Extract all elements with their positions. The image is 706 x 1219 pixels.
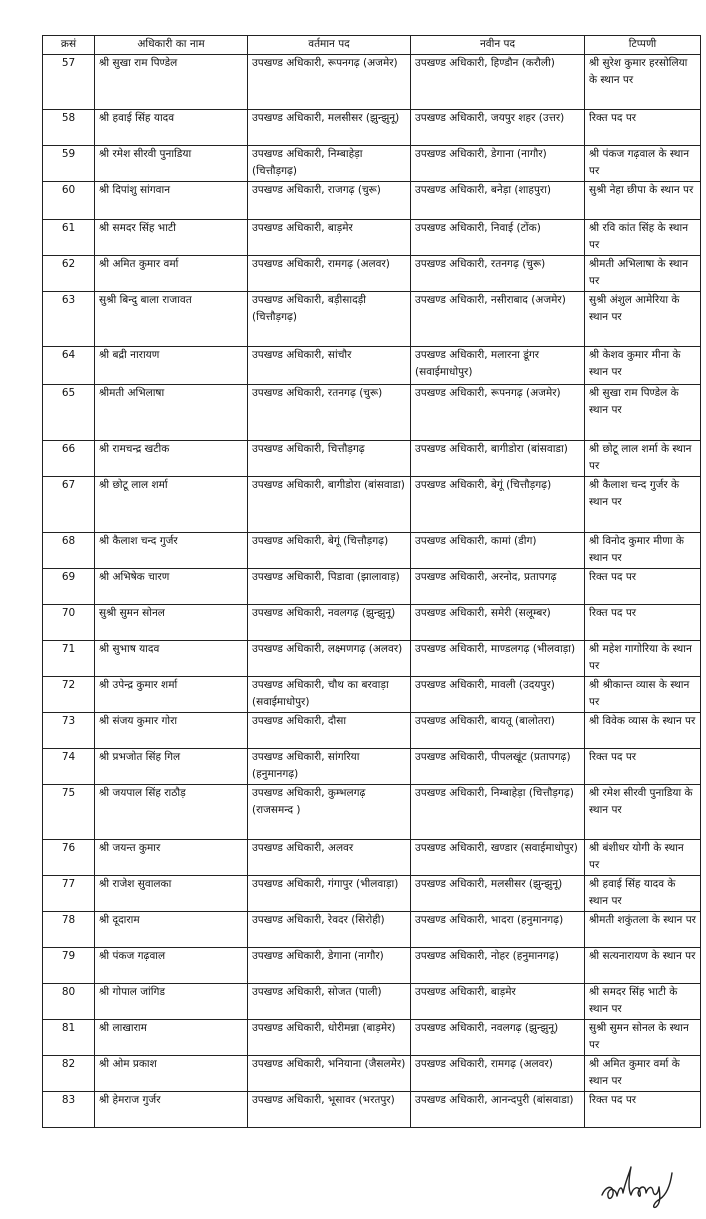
current-post-cell: उपखण्ड अधिकारी, चित्तौड़गढ़ [248, 441, 411, 477]
table-row [43, 785, 701, 840]
new-post-cell: उपखण्ड अधिकारी, मलारना डूंगर (सवाईमाधोपुर) [411, 347, 585, 385]
remark-cell: श्री रमेश सीरवी पुनाडिया के स्थान पर [585, 785, 701, 840]
new-post-cell: उपखण्ड अधिकारी, नसीराबाद (अजमेर) [411, 292, 585, 347]
remark-cell: रिक्त पद पर [585, 110, 701, 146]
serial-cell: 74 [43, 749, 95, 785]
table-row [43, 55, 701, 110]
new-post-cell: उपखण्ड अधिकारी, निवाई (टोंक) [411, 220, 585, 256]
table-header-row [43, 36, 701, 55]
officer-name-cell: श्री गोपाल जांगिड [95, 984, 248, 1020]
current-post-cell: उपखण्ड अधिकारी, चौथ का बरवाड़ा (सवाईमाधोपुर) [248, 677, 411, 713]
header-remark: टिप्पणी [585, 36, 701, 55]
officer-name-cell: श्री अभिषेक चारण [95, 569, 248, 605]
officer-name-cell: श्री दिपांशु सांगवान [95, 182, 248, 220]
remark-cell: श्री विवेक व्यास के स्थान पर [585, 713, 701, 749]
remark-cell: सुश्री अंशुल आमेरिया के स्थान पर [585, 292, 701, 347]
serial-cell: 66 [43, 441, 95, 477]
serial-cell: 68 [43, 533, 95, 569]
current-post-cell: उपखण्ड अधिकारी, बागीडोरा (बांसवाडा) [248, 477, 411, 533]
new-post-cell: उपखण्ड अधिकारी, पीपलखूंट (प्रतापगढ़) [411, 749, 585, 785]
header-serial: क्रसं [43, 36, 95, 55]
officer-name-cell: श्री दूदाराम [95, 912, 248, 948]
serial-cell: 60 [43, 182, 95, 220]
remark-cell: श्री रवि कांत सिंह के स्थान पर [585, 220, 701, 256]
serial-cell: 62 [43, 256, 95, 292]
header-officer-name: अधिकारी का नाम [95, 36, 248, 55]
officer-name-cell: सुश्री सुमन सोनल [95, 605, 248, 641]
header-current-post: वर्तमान पद [248, 36, 411, 55]
serial-cell: 63 [43, 292, 95, 347]
current-post-cell: उपखण्ड अधिकारी, रूपनगढ़ (अजमेर) [248, 55, 411, 110]
table-row [43, 1092, 701, 1128]
serial-cell: 69 [43, 569, 95, 605]
current-post-cell: उपखण्ड अधिकारी, बेगूं (चित्तौड़गढ़) [248, 533, 411, 569]
serial-cell: 67 [43, 477, 95, 533]
table-row [43, 477, 701, 533]
current-post-cell: उपखण्ड अधिकारी, बड़ीसादड़ी (चित्तौड़गढ़) [248, 292, 411, 347]
serial-cell: 70 [43, 605, 95, 641]
table-row [43, 840, 701, 876]
new-post-cell: उपखण्ड अधिकारी, माण्डलगढ़ (भीलवाड़ा) [411, 641, 585, 677]
remark-cell: श्रीमती शकुंतला के स्थान पर [585, 912, 701, 948]
officer-name-cell: श्री लाखाराम [95, 1020, 248, 1056]
new-post-cell: उपखण्ड अधिकारी, मावली (उदयपुर) [411, 677, 585, 713]
new-post-cell: उपखण्ड अधिकारी, कामां (डीग) [411, 533, 585, 569]
table-row [43, 605, 701, 641]
remark-cell: श्री समदर सिंह भाटी के स्थान पर [585, 984, 701, 1020]
officer-name-cell: श्री पंकज गढ़वाल [95, 948, 248, 984]
serial-cell: 81 [43, 1020, 95, 1056]
new-post-cell: उपखण्ड अधिकारी, भादरा (हनुमानगढ़) [411, 912, 585, 948]
officer-name-cell: श्री संजय कुमार गोरा [95, 713, 248, 749]
serial-cell: 57 [43, 55, 95, 110]
current-post-cell: उपखण्ड अधिकारी, लक्ष्मणगढ़ (अलवर) [248, 641, 411, 677]
officer-name-cell: श्री रमेश सीरवी पुनाडिया [95, 146, 248, 182]
new-post-cell: उपखण्ड अधिकारी, नोहर (हनुमानगढ़) [411, 948, 585, 984]
current-post-cell: उपखण्ड अधिकारी, रामगढ़ (अलवर) [248, 256, 411, 292]
current-post-cell: उपखण्ड अधिकारी, निम्बाहेड़ा (चित्तौड़गढ़) [248, 146, 411, 182]
table-row [43, 984, 701, 1020]
remark-cell: श्री हवाई सिंह यादव के स्थान पर [585, 876, 701, 912]
remark-cell: श्री केशव कुमार मीना के स्थान पर [585, 347, 701, 385]
current-post-cell: उपखण्ड अधिकारी, धोरीमन्ना (बाड़मेर) [248, 1020, 411, 1056]
current-post-cell: उपखण्ड अधिकारी, रेवदर (सिरोही) [248, 912, 411, 948]
remark-cell: रिक्त पद पर [585, 1092, 701, 1128]
serial-cell: 61 [43, 220, 95, 256]
new-post-cell: उपखण्ड अधिकारी, हिण्डौन (करौली) [411, 55, 585, 110]
remark-cell: श्री श्रीकान्त व्यास के स्थान पर [585, 677, 701, 713]
current-post-cell: उपखण्ड अधिकारी, कुम्भलगढ़ (राजसमन्द ) [248, 785, 411, 840]
officer-name-cell: श्री उपेन्द्र कुमार शर्मा [95, 677, 248, 713]
serial-cell: 77 [43, 876, 95, 912]
new-post-cell: उपखण्ड अधिकारी, रूपनगढ़ (अजमेर) [411, 385, 585, 441]
remark-cell: श्री सुरेश कुमार हरसोलिया के स्थान पर [585, 55, 701, 110]
current-post-cell: उपखण्ड अधिकारी, सांगरिया (हनुमानगढ़) [248, 749, 411, 785]
officer-name-cell: श्री राजेश सुवालका [95, 876, 248, 912]
header-new-post: नवीन पद [411, 36, 585, 55]
transfer-table [42, 35, 701, 1128]
new-post-cell: उपखण्ड अधिकारी, बनेड़ा (शाहपुरा) [411, 182, 585, 220]
new-post-cell: उपखण्ड अधिकारी, खण्डार (सवाईमाधोपुर) [411, 840, 585, 876]
officer-name-cell: श्री रामचन्द्र खटीक [95, 441, 248, 477]
new-post-cell: उपखण्ड अधिकारी, डेगाना (नागौर) [411, 146, 585, 182]
officer-name-cell: श्री अमित कुमार वर्मा [95, 256, 248, 292]
signature [598, 1163, 676, 1209]
table-row [43, 385, 701, 441]
current-post-cell: उपखण्ड अधिकारी, सोजत (पाली) [248, 984, 411, 1020]
remark-cell: श्री कैलाश चन्द गुर्जर के स्थान पर [585, 477, 701, 533]
officer-name-cell: श्री कैलाश चन्द गुर्जर [95, 533, 248, 569]
new-post-cell: उपखण्ड अधिकारी, जयपुर शहर (उत्तर) [411, 110, 585, 146]
table-row [43, 146, 701, 182]
serial-cell: 65 [43, 385, 95, 441]
current-post-cell: उपखण्ड अधिकारी, मलसीसर (झुन्झुनू) [248, 110, 411, 146]
table-row [43, 220, 701, 256]
current-post-cell: उपखण्ड अधिकारी, बाड़मेर [248, 220, 411, 256]
remark-cell: रिक्त पद पर [585, 569, 701, 605]
table-row [43, 347, 701, 385]
officer-name-cell: श्री छोटू लाल शर्मा [95, 477, 248, 533]
serial-cell: 83 [43, 1092, 95, 1128]
remark-cell: श्रीमती अभिलाषा के स्थान पर [585, 256, 701, 292]
serial-cell: 59 [43, 146, 95, 182]
new-post-cell: उपखण्ड अधिकारी, बेगूं (चित्तौड़गढ़) [411, 477, 585, 533]
new-post-cell: उपखण्ड अधिकारी, मलसीसर (झुन्झुनू) [411, 876, 585, 912]
officer-name-cell: सुश्री बिन्दु बाला राजावत [95, 292, 248, 347]
new-post-cell: उपखण्ड अधिकारी, बाड़मेर [411, 984, 585, 1020]
current-post-cell: उपखण्ड अधिकारी, पिडावा (झालावाड़) [248, 569, 411, 605]
officer-name-cell: श्री हवाई सिंह यादव [95, 110, 248, 146]
table-row [43, 182, 701, 220]
table-row [43, 876, 701, 912]
remark-cell: रिक्त पद पर [585, 605, 701, 641]
table-row [43, 1020, 701, 1056]
table-row [43, 677, 701, 713]
current-post-cell: उपखण्ड अधिकारी, रतनगढ़ (चुरू) [248, 385, 411, 441]
current-post-cell: उपखण्ड अधिकारी, राजगढ़ (चुरू) [248, 182, 411, 220]
officer-name-cell: श्री हेमराज गुर्जर [95, 1092, 248, 1128]
serial-cell: 79 [43, 948, 95, 984]
new-post-cell: उपखण्ड अधिकारी, नवलगढ़ (झुन्झुनू) [411, 1020, 585, 1056]
table-row [43, 948, 701, 984]
remark-cell: श्री महेश गागोरिया के स्थान पर [585, 641, 701, 677]
serial-cell: 75 [43, 785, 95, 840]
current-post-cell: उपखण्ड अधिकारी, अलवर [248, 840, 411, 876]
table-row [43, 713, 701, 749]
remark-cell: श्री पंकज गढ़वाल के स्थान पर [585, 146, 701, 182]
serial-cell: 64 [43, 347, 95, 385]
current-post-cell: उपखण्ड अधिकारी, दौसा [248, 713, 411, 749]
current-post-cell: उपखण्ड अधिकारी, गंगापुर (भीलवाड़ा) [248, 876, 411, 912]
current-post-cell: उपखण्ड अधिकारी, भूसावर (भरतपुर) [248, 1092, 411, 1128]
new-post-cell: उपखण्ड अधिकारी, आनन्दपुरी (बांसवाडा) [411, 1092, 585, 1128]
remark-cell: सुश्री नेहा छीपा के स्थान पर [585, 182, 701, 220]
new-post-cell: उपखण्ड अधिकारी, अरनोद, प्रतापगढ़ [411, 569, 585, 605]
remark-cell: श्री सुखा राम पिण्डेल के स्थान पर [585, 385, 701, 441]
new-post-cell: उपखण्ड अधिकारी, बायतू (बालोतरा) [411, 713, 585, 749]
officer-name-cell: श्री सुखा राम पिण्डेल [95, 55, 248, 110]
serial-cell: 58 [43, 110, 95, 146]
new-post-cell: उपखण्ड अधिकारी, निम्बाहेड़ा (चित्तौड़गढ़) [411, 785, 585, 840]
officer-name-cell: श्रीमती अभिलाषा [95, 385, 248, 441]
serial-cell: 76 [43, 840, 95, 876]
officer-name-cell: श्री बद्री नारायण [95, 347, 248, 385]
remark-cell: श्री बंशीधर योगी के स्थान पर [585, 840, 701, 876]
serial-cell: 82 [43, 1056, 95, 1092]
serial-cell: 78 [43, 912, 95, 948]
table-row [43, 569, 701, 605]
serial-cell: 72 [43, 677, 95, 713]
serial-cell: 73 [43, 713, 95, 749]
remark-cell: सुश्री सुमन सोनल के स्थान पर [585, 1020, 701, 1056]
current-post-cell: उपखण्ड अधिकारी, डेगाना (नागौर) [248, 948, 411, 984]
new-post-cell: उपखण्ड अधिकारी, रतनगढ़ (चुरू) [411, 256, 585, 292]
officer-name-cell: श्री जयन्त कुमार [95, 840, 248, 876]
serial-cell: 71 [43, 641, 95, 677]
table-row [43, 110, 701, 146]
officer-name-cell: श्री प्रभजोत सिंह गिल [95, 749, 248, 785]
current-post-cell: उपखण्ड अधिकारी, नवलगढ़ (झुन्झुनू) [248, 605, 411, 641]
serial-cell: 80 [43, 984, 95, 1020]
officer-name-cell: श्री जयपाल सिंह राठौड़ [95, 785, 248, 840]
table-row [43, 256, 701, 292]
new-post-cell: उपखण्ड अधिकारी, समेरी (सलूम्बर) [411, 605, 585, 641]
officer-name-cell: श्री सुभाष यादव [95, 641, 248, 677]
remark-cell: रिक्त पद पर [585, 749, 701, 785]
table-row [43, 292, 701, 347]
current-post-cell: उपखण्ड अधिकारी, भनियाना (जैसलमेर) [248, 1056, 411, 1092]
new-post-cell: उपखण्ड अधिकारी, रामगढ़ (अलवर) [411, 1056, 585, 1092]
remark-cell: श्री विनोद कुमार मीणा के स्थान पर [585, 533, 701, 569]
table-row [43, 912, 701, 948]
officer-name-cell: श्री समदर सिंह भाटी [95, 220, 248, 256]
new-post-cell: उपखण्ड अधिकारी, बागीडोरा (बांसवाडा) [411, 441, 585, 477]
current-post-cell: उपखण्ड अधिकारी, सांचौर [248, 347, 411, 385]
table-row [43, 441, 701, 477]
table-row [43, 1056, 701, 1092]
remark-cell: श्री छोटू लाल शर्मा के स्थान पर [585, 441, 701, 477]
remark-cell: श्री अमित कुमार वर्मा के स्थान पर [585, 1056, 701, 1092]
officer-name-cell: श्री ओम प्रकाश [95, 1056, 248, 1092]
table-row [43, 533, 701, 569]
table-row [43, 641, 701, 677]
table-row [43, 749, 701, 785]
remark-cell: श्री सत्यनारायण के स्थान पर [585, 948, 701, 984]
